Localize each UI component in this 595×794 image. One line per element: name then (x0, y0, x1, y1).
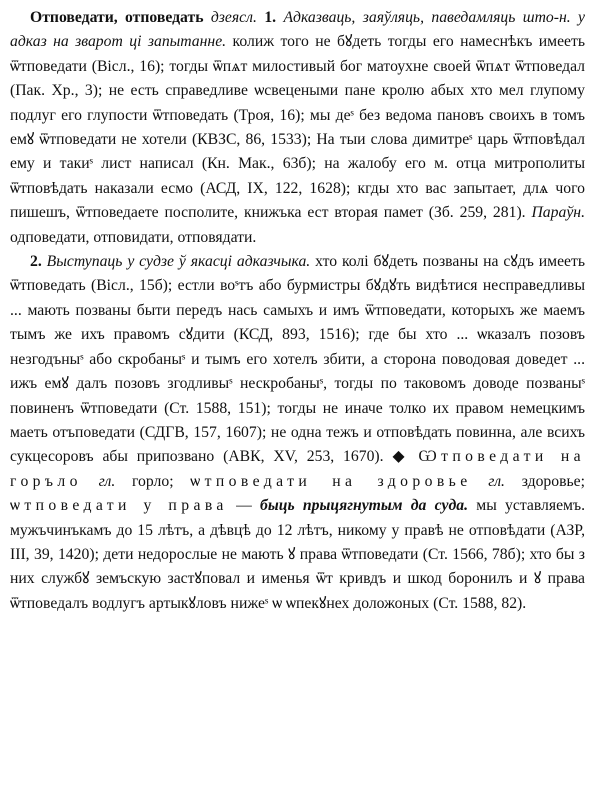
reference-label-2: гл. (488, 472, 505, 490)
sense-gloss-2: Выступаць у судзе ў якасці адказчыка. (46, 253, 311, 271)
phrase-3: ѡтповедати у права (10, 497, 228, 515)
quotations-2: хто колі бꙋдеть позваны на сꙋдъ имееть ѿтповедать (Вісл., 15б); естли воˢтъ або бурмистры бꙋдꙋть видѣтися несправедливы ... мають позваны быти передъ нась самыхъ и имъ ѿтповедати, которыхъ же маемъ тымъ же ихъ правомъ сꙋдити (КСД, 893, 1516); где бы хто ... ѡказалъ позовъ незгодъныˢ або скробаныˢ и тымъ его хотелъ збити, а сторона поводовая доведет ... ижъ емꙋ далъ позовъ згодливыˢ нескробаныˢ, тогды по таковомъ доводе позваныˢ повиненъ ѿтповедати (Ст. 1588, 151); тогды не иначе толко их правом немецкимъ маеть отъповедати (СДГВ, 157, 1607); не одна тежъ и отповѣдать повинна, але всихъ сукцесоровъ абы припозвано (АВК, XV, 253, 1670). (10, 253, 586, 466)
sense-number-1: 1. (264, 9, 277, 26)
reference-word-2: здоровье; (504, 472, 585, 490)
entry-sense-2 (10, 250, 585, 616)
phrase-2: ѡтповедати на здоровье (190, 472, 472, 490)
entry-sense-1 (10, 6, 585, 250)
parallels-list: одповедати, отповидати, отповядати. (10, 228, 257, 246)
parallels-label: Параўн. (531, 204, 585, 222)
phrase-1: Ѡтповедати на горъло (10, 448, 586, 490)
grammar-label: дзеясл. (210, 9, 257, 26)
quotations-3: мы уставляемъ. мужъчинъкамъ до 15 лѣтъ, а дѣвцѣ до 12 лѣтъ, никому у правѣ не отповѣдати (АЗР, III, 39, 1420); дети недорослые не мають ꙋ права ѿтповедати (Ст. 1566, 78б); хто бы з них службꙋ земъскую застꙋповал и именья ѿт кривдъ и шкод боронилъ и ꙋ права ѿтповедалъ водлугъ артыкꙋловъ нижеˢ ѡ ѡпекꙋнех доложоных (Ст. 1588, 82). (10, 497, 586, 612)
reference-label-1: гл. (98, 472, 116, 490)
quotations-1: колиж того не бꙋдеть тогды его намеснѣкъ имееть ѿтповедати (Вісл., 16); тогды ѿпѧт милостивый бог матоухне своей ѿпѧт ѿтповедал (Пак. Хр., 3); не есть справедливе ѡсвецеными пане кролю абых хто мел глупому подлуг его глупости ѿтповедать (Троя, 16); мы деˢ без ведома пановъ своихъ в томъ емꙋ ѿтповедати не хотели (КВЗС, 86, 1533); На тыи слова димитреˢ царь ѿтповѣдал ему и такиˢ лист написал (Кн. Мак., 63б); на жалобу его м. отца митрополиты ѿтповѣдать наказали есмо (АСД, IX, 122, 1628); кгды хто вас запытает, длѧ чого пишешъ, ѿтповедаете посполите, книжъка ест вторая памет (Зб. 259, 281). (10, 33, 585, 222)
gloss-dash: — (227, 497, 261, 515)
headword: Отповедати, отповедать (30, 9, 204, 26)
sense-gloss-1: Адказваць, заяўляць, паведамляць што-н. у адказ на зварот ці запытанне. (10, 9, 586, 51)
phrase-3-gloss: быць прыцягнутым да суда. (260, 497, 468, 515)
sense-number-2: 2. (30, 253, 42, 271)
phrase-marker: ◆ (392, 448, 410, 466)
reference-word-1: горло; (115, 472, 174, 490)
